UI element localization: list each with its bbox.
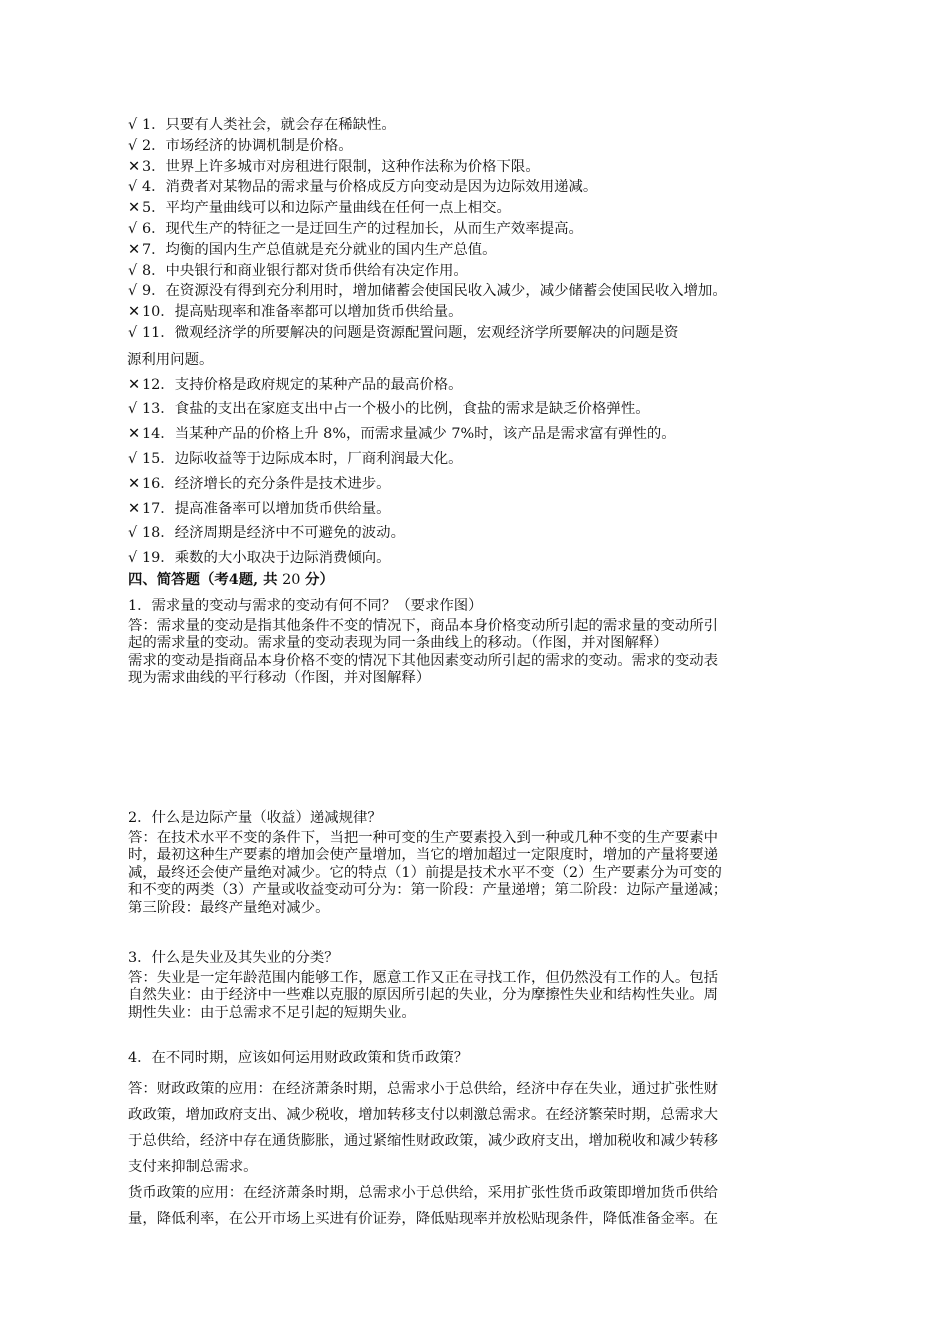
- check-mark-icon: √: [128, 324, 138, 341]
- answer-line: 时，最初这种生产要素的增加会使产量增加，当它的增加超过一定限度时，增加的产量将要递: [128, 847, 719, 864]
- answer-line: 期性失业：由于总需求不足引起的短期失业。: [128, 1004, 416, 1021]
- check-mark-icon: √: [128, 283, 138, 300]
- question-title: 1．需求量的变动与需求的变动有何不同？（要求作图）: [128, 598, 483, 614]
- cross-mark-icon: ✕: [128, 158, 141, 175]
- check-mark-icon: √: [128, 262, 138, 279]
- question-block: [128, 1050, 828, 1232]
- question-block: [128, 810, 828, 918]
- answer-line: 现为需求曲线的平行移动（作图，并对图解释）: [128, 670, 431, 687]
- item-text: 3．世界上许多城市对房租进行限制，这种作法称为价格下限。: [142, 158, 540, 175]
- cross-mark-icon: ✕: [128, 241, 141, 258]
- answer-line: 支付来抑制总需求。: [128, 1158, 258, 1175]
- item-text: 16．经济增长的充分条件是技术进步。: [142, 475, 391, 492]
- item-text: 17．提高准备率可以增加货币供给量。: [142, 500, 391, 517]
- item-text: 4．消费者对某物品的需求量与价格成反方向变动是因为边际效用递减。: [142, 179, 598, 196]
- item-text: 8．中央银行和商业银行都对货币供给有决定作用。: [142, 262, 468, 279]
- item-text: 12．支持价格是政府规定的某种产品的最高价格。: [142, 376, 463, 393]
- true-false-list: [128, 115, 828, 569]
- question-title: 4．在不同时期，应该如何运用财政政策和货币政策？: [128, 1050, 469, 1066]
- answer-line: 自然失业：由于经济中一些难以克服的原因所引起的失业，分为摩擦性失业和结构性失业。周: [128, 987, 719, 1004]
- item-text: 9．在资源没有得到充分利用时，增加储蓄会使国民收入减少，减少储蓄会使国民收入增加。: [142, 283, 727, 300]
- answer-line: 需求的变动是指商品本身价格不变的情况下其他因素变动所引起的需求的变动。需求的变动表: [128, 652, 719, 669]
- list-item: [128, 240, 828, 261]
- cross-mark-icon: ✕: [128, 426, 141, 443]
- list-item: [128, 115, 828, 136]
- cross-mark-icon: ✕: [128, 304, 141, 321]
- item-text: 14．当某种产品的价格上升 8%，而需求量减少 7%时，该产品是需求富有弹性的。: [142, 426, 676, 443]
- list-item: [128, 281, 828, 302]
- answer-line: 减，最终还会使产量绝对减少。它的特点（1）前提是技术水平不变（2）生产要素分为可变的: [128, 864, 722, 881]
- answer-line: 答：需求量的变动是指其他条件不变的情况下，商品本身价格变动所引起的需求量的变动所引: [128, 617, 719, 634]
- item-text: 18．经济周期是经济中不可避免的波动。: [142, 525, 405, 542]
- item-text: 15．边际收益等于边际成本时，厂商利润最大化。: [142, 450, 463, 467]
- answer-line: 货币政策的应用：在经济萧条时期，总需求小于总供给，采用扩张性货币政策即增加货币供给: [128, 1184, 719, 1201]
- check-mark-icon: √: [128, 450, 138, 467]
- item-text: 13．食盐的支出在家庭支出中占一个极小的比例，食盐的需求是缺乏价格弹性。: [142, 401, 650, 418]
- cross-mark-icon: ✕: [128, 500, 141, 517]
- item-text: 11．微观经济学的所要解决的问题是资源配置问题，宏观经济学所要解决的问题是资: [142, 324, 679, 341]
- question-title: 3．什么是失业及其失业的分类？: [128, 950, 339, 966]
- item-text-continuation: 源利用问题。: [127, 351, 214, 368]
- answer-line: 第三阶段：最终产量绝对减少。: [128, 899, 330, 916]
- item-text: 6．现代生产的特征之一是迂回生产的过程加长，从而生产效率提高。: [142, 220, 583, 237]
- cross-mark-icon: ✕: [128, 475, 141, 492]
- list-item: [128, 219, 828, 240]
- section-heading: 四、简答题（考4题, 共 20 分）: [128, 571, 334, 588]
- check-mark-icon: √: [128, 137, 138, 154]
- list-item: [128, 499, 828, 520]
- list-item: [128, 302, 828, 323]
- list-item: [128, 136, 828, 157]
- cross-mark-icon: ✕: [128, 376, 141, 393]
- check-mark-icon: √: [128, 550, 138, 567]
- list-item: [128, 449, 828, 470]
- answer-line: 于总供给，经济中存在通货膨胀，通过紧缩性财政政策，减少政府支出，增加税收和减少转移: [128, 1132, 719, 1149]
- list-item: [128, 548, 828, 569]
- check-mark-icon: √: [128, 117, 138, 133]
- answer-line: 答：失业是一定年龄范围内能够工作，愿意工作又正在寻找工作，但仍然没有工作的人。包括: [128, 969, 719, 986]
- check-mark-icon: √: [128, 401, 138, 418]
- list-item: [128, 323, 828, 371]
- question-block: [128, 950, 828, 1022]
- list-item: [128, 474, 828, 495]
- list-item: [128, 177, 828, 198]
- item-text: 10．提高贴现率和准备率都可以增加货币供给量。: [142, 304, 463, 321]
- item-text: 19．乘数的大小取决于边际消费倾向。: [142, 550, 391, 567]
- item-text: 2．市场经济的协调机制是价格。: [142, 137, 353, 154]
- item-text: 7．均衡的国内生产总值就是充分就业的国内生产总值。: [142, 241, 497, 258]
- check-mark-icon: √: [128, 179, 138, 196]
- list-item: [128, 523, 828, 544]
- answer-line: 答：财政政策的应用：在经济萧条时期，总需求小于总供给，经济中存在失业，通过扩张性财: [128, 1080, 719, 1097]
- question-block: [128, 598, 828, 688]
- answer-line: 量，降低利率，在公开市场上买进有价证券，降低贴现率并放松贴现条件，降低准备金率。在: [128, 1210, 719, 1227]
- item-text: 1．只要有人类社会，就会存在稀缺性。: [142, 117, 396, 133]
- list-item: [128, 399, 828, 420]
- cross-mark-icon: ✕: [128, 200, 141, 217]
- answer-line: 政政策，增加政府支出、减少税收，增加转移支付以刺激总需求。在经济繁荣时期，总需求大: [128, 1106, 719, 1123]
- answer-line: 和不变的两类（3）产量或收益变动可分为：第一阶段：产量递增；第二阶段：边际产量递减；: [128, 882, 728, 899]
- list-item: [128, 424, 828, 445]
- question-title: 2．什么是边际产量（收益）递减规律？: [128, 810, 382, 826]
- list-item: [128, 261, 828, 282]
- list-item: [128, 198, 828, 219]
- check-mark-icon: √: [128, 220, 138, 237]
- item-text: 5．平均产量曲线可以和边际产量曲线在任何一点上相交。: [142, 200, 511, 217]
- answer-line: 答：在技术水平不变的条件下，当把一种可变的生产要素投入到一种或几种不变的生产要素中: [128, 829, 719, 846]
- check-mark-icon: √: [128, 525, 138, 542]
- list-item: [128, 375, 828, 396]
- answer-line: 起的需求量的变动。需求量的变动表现为同一条曲线上的移动。（作图，并对图解释）: [128, 635, 668, 652]
- list-item: [128, 157, 828, 178]
